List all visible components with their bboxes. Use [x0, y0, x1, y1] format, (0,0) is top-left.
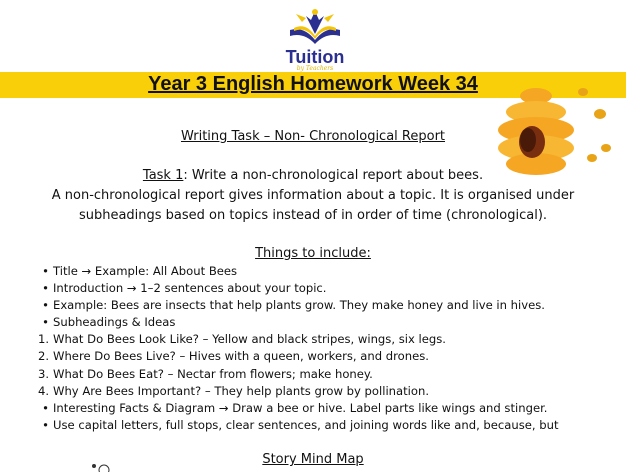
item-text: Example: Bees are insects that help plants grow. They make honey and live in hives.	[53, 298, 545, 313]
bullet: •	[42, 417, 49, 432]
list-item	[26, 383, 559, 400]
intro-paragraph-line-2: subheadings based on topics instead of in order of time (chronological).	[78, 208, 548, 223]
item-text: Where Do Bees Live? – Hives with a queen, workers, and drones.	[53, 349, 429, 364]
list-item	[26, 331, 559, 348]
bee-doodle-icon	[80, 460, 116, 472]
list-item	[26, 348, 559, 365]
number: 4.	[37, 383, 49, 398]
include-list	[26, 263, 559, 434]
item-text: What Do Bees Look Like? – Yellow and black stripes, wings, six legs.	[53, 332, 446, 347]
item-text: Use capital letters, full stops, clear sentences, and joining words like and, because, but	[53, 417, 559, 432]
tuition-logo	[282, 8, 348, 70]
list-item	[26, 263, 559, 280]
bullet: •	[42, 264, 49, 278]
task-label: Task 1	[142, 168, 184, 183]
item-text: Introduction → 1–2 sentences about your topic.	[53, 281, 327, 296]
list-item	[26, 417, 559, 434]
include-heading: Things to include:	[255, 246, 371, 261]
bullet: •	[42, 400, 49, 415]
list-item	[26, 297, 559, 314]
number: 1.	[37, 332, 49, 347]
list-item	[26, 314, 559, 331]
item-text: Subheadings & Ideas	[53, 315, 176, 330]
list-item	[26, 280, 559, 297]
section-subtitle: Writing Task – Non- Chronological Report	[180, 129, 446, 144]
number: 2.	[37, 349, 49, 364]
item-text: Interesting Facts & Diagram → Draw a bee or hive. Label parts like wings and stinger.	[53, 400, 548, 415]
bullet: •	[42, 281, 49, 296]
logo-word: Tuition	[285, 47, 345, 67]
intro-paragraph-line-1: A non-chronological report gives information about a topic. It is organised under	[51, 188, 575, 203]
task-text: : Write a non-chronological report about bees.	[183, 168, 484, 183]
task-line	[0, 168, 626, 183]
bullet: •	[42, 298, 49, 313]
page-title: Year 3 English Homework Week 34	[148, 73, 478, 95]
item-text: Title → Example: All About Bees	[53, 264, 238, 278]
item-text: What Do Bees Eat? – Nectar from flowers; make honey.	[53, 366, 373, 381]
list-item	[26, 366, 559, 383]
book-logo-icon	[282, 8, 348, 48]
item-text: Why Are Bees Important? – They help plants grow by pollination.	[53, 383, 430, 398]
logo-tagline: by Teachers	[296, 65, 334, 72]
number: 3.	[37, 366, 49, 381]
mindmap-heading: Story Mind Map	[262, 452, 364, 467]
bullet: •	[42, 315, 49, 330]
list-item	[26, 400, 559, 417]
